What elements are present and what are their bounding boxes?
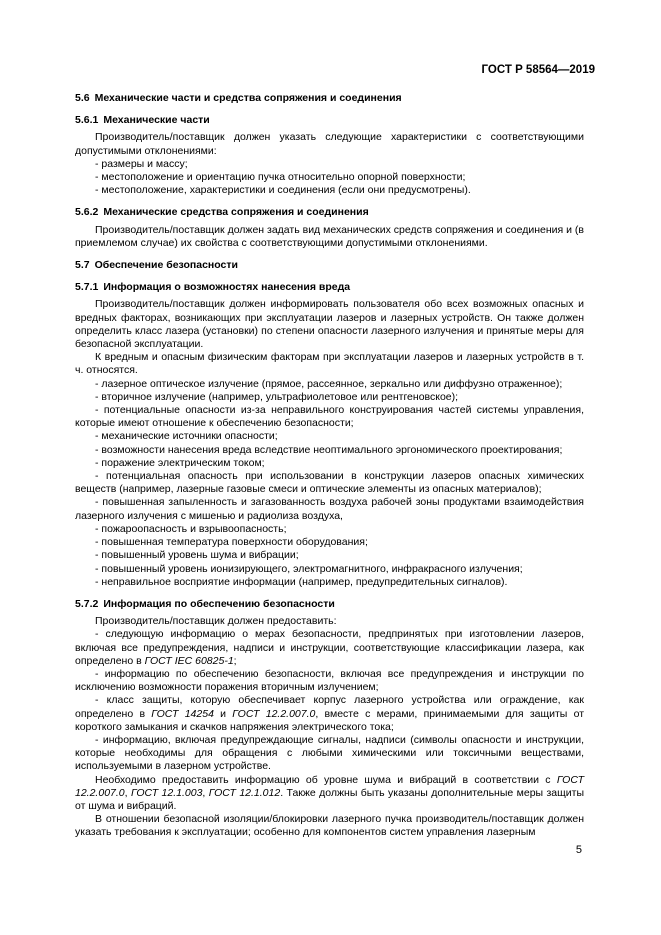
section-5-6-2-heading [75, 206, 584, 219]
list-item [75, 694, 584, 734]
text-run: , [124, 786, 131, 799]
list-item: - неправильное восприятие информации (например, предупредительных сигналов). [95, 575, 508, 588]
page-number: 5 [575, 844, 582, 856]
section-5-7-2-heading [75, 598, 584, 611]
paragraph: К вредным и опасным физическим факторам при эксплуатации лазеров и лазерных устройств в т. ч. относятся. [75, 351, 584, 377]
section-title: Информация по обеспечению безопасности [103, 597, 335, 610]
list-item: - механические источники опасности; [95, 430, 278, 443]
list-item: - повышенная запыленность и загазованность воздуха рабочей зоны продуктами взаимодействия лазерного излучения с мишенью и радиолиза воздуха, [75, 496, 584, 522]
standard-reference: ГОСТ 12.1.003 [130, 786, 203, 799]
list-item: - лазерное оптическое излучение (прямое, рассеянное, зеркально или диффузно отраженное); [95, 377, 563, 390]
list-item: - поражение электрическим током; [95, 456, 265, 469]
list-item: - информацию по обеспечению безопасности, включая все предупреждения и инструкции по исключению возможности поражения вторичным излучением; [75, 667, 584, 694]
list-item: - повышенный уровень ионизирующего, электромагнитного, инфракрасного излучения; [95, 562, 523, 575]
list-item: - вторичное излучение (например, ультрафиолетовое или рентгеновское); [95, 390, 459, 403]
section-number: 5.6.2 [75, 206, 99, 219]
section-5-6-heading [75, 92, 584, 105]
section-number: 5.7.1 [75, 281, 99, 294]
list-item: - возможности нанесения вреда вследствие неоптимального эргономического проектирования; [95, 443, 563, 456]
section-number: 5.7.2 [75, 597, 99, 610]
document-id-header: ГОСТ Р 58564—2019 [481, 64, 595, 76]
text-run: - следующую информацию о мерах безопасности, предпринятых при изготовлении лазеров, включая все предупреждения, надписи и инструкции, соответствующие классификации лазера, как определено в [75, 628, 584, 667]
section-title: Механические части [103, 114, 210, 127]
list-item: - пожароопасность и взрывоопасность; [95, 522, 287, 535]
section-title: Информация о возможностях нанесения вреда [103, 281, 351, 294]
page-content [75, 92, 584, 840]
text-run: Необходимо предоставить информацию об уровне шума и вибраций в соответствии с [95, 773, 557, 786]
list-item: - информацию, включая предупреждающие сигналы, надписи (символы опасности и инструкции, которые необходимы для обращения с любыми химическими или токсичными веществами, используемыми в лазерном устройстве. [75, 733, 584, 773]
standard-reference: ГОСТ 14254 [151, 707, 214, 720]
standard-reference: ГОСТ IEC 60825-1 [144, 654, 234, 667]
section-title: Механические части и средства сопряжения и соединения [94, 92, 402, 104]
paragraph: В отношении безопасной изоляции/блокировки лазерного пучка производитель/поставщик должен указать требования к эксплуатации; особенно для компонентов систем управления лазерным [75, 813, 584, 839]
section-number: 5.7 [75, 259, 90, 272]
list-item: - потенциальная опасность при использовании в конструкции лазеров опасных химических веществ (например, лазерные газовые смеси и оптические элементы из опасных материалов); [75, 470, 584, 496]
list-item: - местоположение и ориентацию пучка относительно опорной поверхности; [95, 171, 466, 184]
list-item: - местоположение, характеристики и соединения (если они предусмотрены). [95, 184, 471, 197]
text-run: ; [233, 654, 237, 667]
paragraph: Производитель/поставщик должен указать следующие характеристики с соответствующими допустимыми отклонениями: [75, 131, 584, 157]
section-number: 5.6 [75, 92, 90, 104]
standard-reference: ГОСТ 12.2.007.0 [75, 773, 584, 799]
list-item: - потенциальные опасности из-за неправильного конструирования частей системы управления, которые имеют отношение к обеспечению безопасности; [75, 404, 584, 430]
text-run: и [213, 707, 233, 720]
section-title: Обеспечение безопасности [94, 259, 238, 272]
section-number: 5.6.1 [75, 114, 99, 127]
section-5-6-1-heading [75, 114, 584, 127]
standard-reference: ГОСТ 12.1.012 [208, 786, 281, 799]
paragraph: Производитель/поставщик должен информировать пользователя обо всех возможных опасных и вредных факторах, возникающих при эксплуатации лазеров и лазерных устройств. Он также должен определить класс лазера (установки) по степени опасности лазерного излучения и принятые меры для безопасной эксплуатации. [75, 298, 584, 351]
paragraph [75, 774, 584, 814]
text-run: - класс защиты, которую обеспечивает корпус лазерного устройства или ограждение, как определено в [75, 694, 584, 720]
list-item: - размеры и массу; [95, 157, 188, 170]
text-run: , вместе с мерами, принимаемыми для защиты от короткого замыкания и скачков напряжения электрического тока; [75, 707, 584, 733]
list-item: - повышенный уровень шума и вибрации; [95, 549, 299, 562]
section-5-7-heading [75, 259, 584, 272]
text-run: , [202, 786, 209, 799]
section-5-7-1-heading [75, 281, 584, 294]
section-title: Механические средства сопряжения и соединения [103, 206, 369, 219]
text-run: . Также должны быть указаны дополнительные меры защиты от шума и вибраций. [75, 786, 585, 812]
standard-reference: ГОСТ 12.2.007.0 [232, 707, 316, 720]
list-item [75, 628, 584, 668]
paragraph: Производитель/поставщик должен задать вид механических средств сопряжения и соединения и (в приемлемом случае) их свойства с соответствующими допустимыми отклонениями. [75, 223, 584, 249]
list-item: - повышенная температура поверхности оборудования; [95, 536, 368, 549]
paragraph: Производитель/поставщик должен предоставить: [95, 615, 337, 628]
